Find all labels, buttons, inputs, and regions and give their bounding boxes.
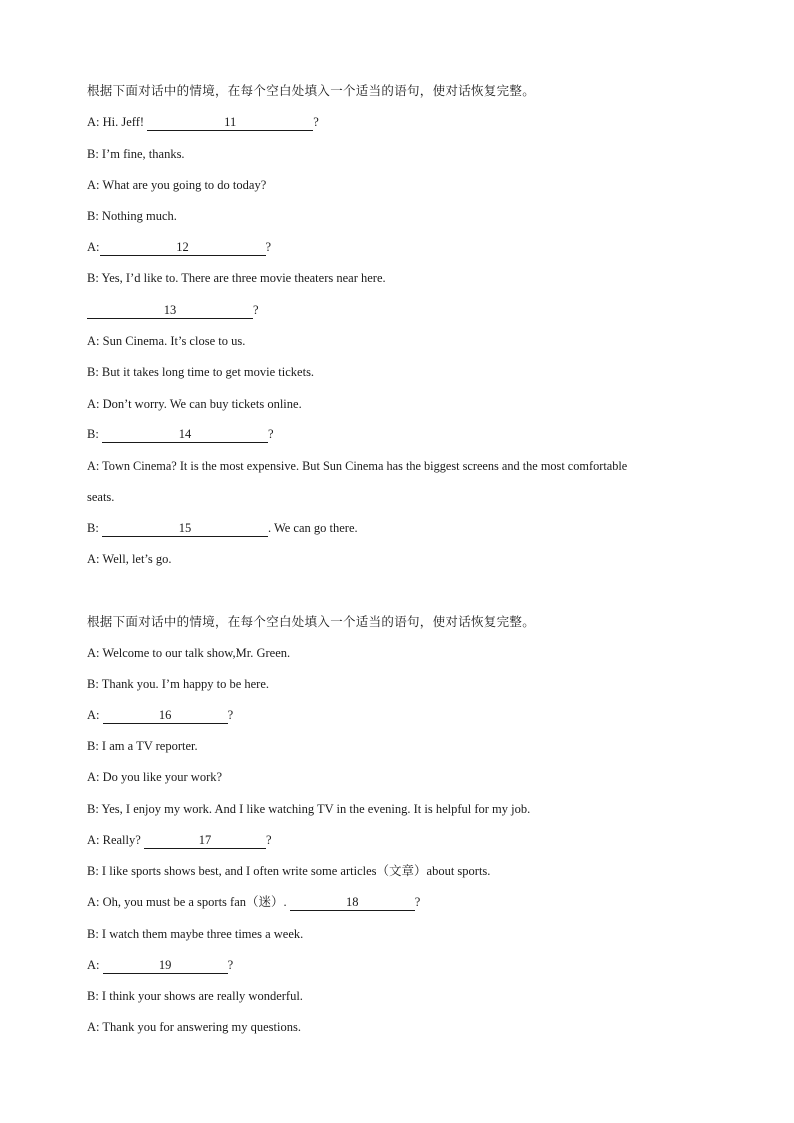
line-text: A: [87, 958, 103, 972]
line-text: A: [87, 240, 100, 254]
blank-14[interactable]: 14 [102, 427, 268, 443]
line-text: A: Really? [87, 833, 144, 847]
dialogue-line: A: Thank you for answering my questions. [87, 1020, 301, 1034]
blank-18[interactable]: 18 [290, 895, 415, 911]
dialogue-line [87, 831, 272, 849]
dialogue-line [87, 956, 233, 974]
dialogue-line [87, 238, 271, 256]
line-text: ? [265, 833, 272, 847]
dialogue-line: B: I watch them maybe three times a week. [87, 927, 304, 941]
line-text: A: Oh, you must be a sports fan（迷）. [87, 895, 290, 909]
dialogue-line: B: Yes, I’d like to. There are three movie theaters near here. [87, 271, 386, 285]
dialogue-line: A: Welcome to our talk show,Mr. Green. [87, 646, 291, 660]
line-text: . We can go there. [267, 521, 358, 535]
dialogue-line [87, 893, 420, 911]
line-text: ? [265, 240, 272, 254]
instruction-1: 根据下面对话中的情境，在每个空白处填入一个适当的语句，使对话恢复完整。 [87, 83, 536, 98]
dialogue-line [87, 519, 358, 537]
blank-12[interactable]: 12 [100, 240, 266, 256]
dialogue-line: B: But it takes long time to get movie tickets. [87, 365, 315, 379]
line-text: A: [87, 708, 103, 722]
line-text: ? [414, 895, 421, 909]
dialogue-line: B: I am a TV reporter. [87, 739, 198, 753]
dialogue-line: B: Thank you. I’m happy to be here. [87, 677, 270, 691]
dialogue-line: B: Yes, I enjoy my work. And I like watching TV in the evening. It is helpful for my job. [87, 802, 531, 816]
blank-15[interactable]: 15 [102, 521, 268, 537]
line-text: B: [87, 521, 102, 535]
line-text: ? [227, 708, 234, 722]
dialogue-line: A: Well, let’s go. [87, 552, 172, 566]
blank-16[interactable]: 16 [103, 708, 228, 724]
line-text: ? [227, 958, 234, 972]
dialogue-line: seats. [87, 490, 115, 504]
blank-19[interactable]: 19 [103, 958, 228, 974]
line-text: B: [87, 427, 102, 441]
blank-13[interactable]: 13 [87, 303, 253, 319]
dialogue-line: A: Don’t worry. We can buy tickets online. [87, 397, 302, 411]
dialogue-line: B: I’m fine, thanks. [87, 147, 185, 161]
dialogue-line: B: Nothing much. [87, 209, 177, 223]
dialogue-line [87, 301, 259, 319]
blank-17[interactable]: 17 [144, 833, 266, 849]
line-text: ? [253, 303, 259, 317]
dialogue-line [87, 425, 274, 443]
dialogue-line [87, 706, 233, 724]
instruction-2: 根据下面对话中的情境，在每个空白处填入一个适当的语句，使对话恢复完整。 [87, 614, 536, 629]
dialogue-line [87, 113, 319, 131]
line-text: ? [313, 115, 319, 129]
dialogue-line: B: I like sports shows best, and I often write some articles（文章）about sports. [87, 864, 491, 878]
blank-11[interactable]: 11 [147, 115, 313, 131]
dialogue-line: A: Do you like your work? [87, 770, 223, 784]
line-text: A: Hi. Jeff! [87, 115, 148, 129]
dialogue-line: B: I think your shows are really wonderful. [87, 989, 303, 1003]
dialogue-line: A: Town Cinema? It is the most expensive. But Sun Cinema has the biggest screens and the most comfortable [87, 459, 628, 473]
dialogue-line: A: What are you going to do today? [87, 178, 267, 192]
dialogue-line: A: Sun Cinema. It’s close to us. [87, 334, 246, 348]
line-text: ? [267, 427, 274, 441]
